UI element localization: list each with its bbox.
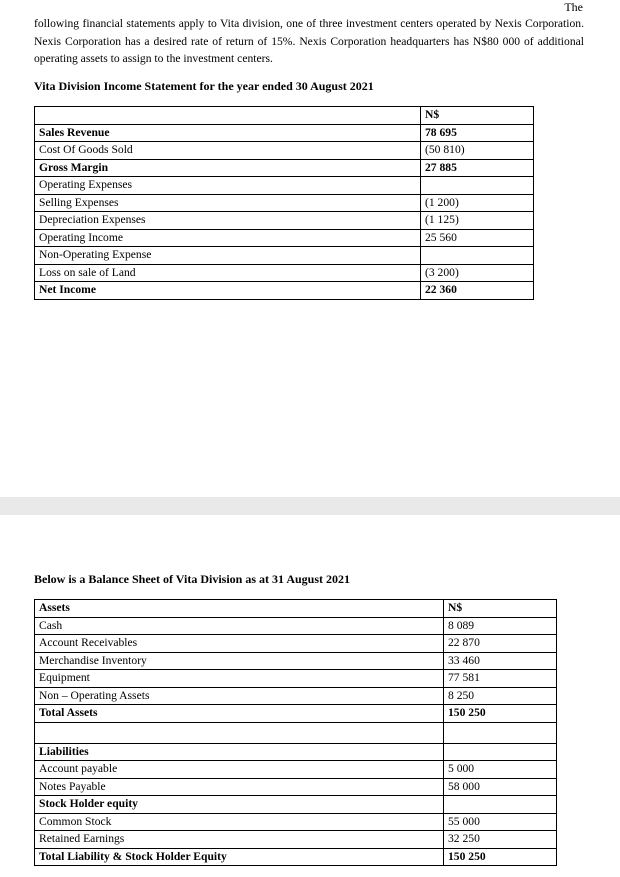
- table-row: [35, 159, 534, 177]
- row-label: Net Income: [35, 282, 421, 300]
- row-value: 22 870: [444, 635, 557, 653]
- row-value: 77 581: [444, 670, 557, 688]
- table-row: [35, 743, 557, 761]
- table-row: [35, 778, 557, 796]
- table-cell: [444, 722, 557, 743]
- row-value: 22 360: [421, 282, 534, 300]
- table-row: [35, 617, 557, 635]
- table-row: [35, 212, 534, 230]
- table-row: [35, 687, 557, 705]
- table-cell: [444, 796, 557, 814]
- row-label: Notes Payable: [35, 778, 444, 796]
- intro-lead-word: The: [564, 0, 583, 14]
- row-value: (50 810): [421, 142, 534, 160]
- assets-header: Assets: [35, 600, 444, 618]
- income-statement-title: Vita Division Income Statement for the year ended 30 August 2021: [34, 79, 374, 93]
- total-assets-label: Total Assets: [35, 705, 444, 723]
- row-value: (1 125): [421, 212, 534, 230]
- table-row: [35, 142, 534, 160]
- table-row: [35, 670, 557, 688]
- table-row: [35, 124, 534, 142]
- row-value: 8 089: [444, 617, 557, 635]
- table-row-spacer: [35, 722, 557, 743]
- equity-header: Stock Holder equity: [35, 796, 444, 814]
- row-value: (3 200): [421, 264, 534, 282]
- table-row: [35, 813, 557, 831]
- row-label: Loss on sale of Land: [35, 264, 421, 282]
- balance-sheet-table: [34, 599, 557, 866]
- table-cell: [35, 107, 421, 125]
- currency-header: N$: [444, 600, 557, 618]
- row-label: Cost Of Goods Sold: [35, 142, 421, 160]
- row-label: Common Stock: [35, 813, 444, 831]
- table-cell: [35, 722, 444, 743]
- row-label: Operating Expenses: [35, 177, 421, 195]
- table-row: [35, 635, 557, 653]
- row-label: Depreciation Expenses: [35, 212, 421, 230]
- row-label: Operating Income: [35, 229, 421, 247]
- table-row: [35, 229, 534, 247]
- row-value: 27 885: [421, 159, 534, 177]
- table-row: [35, 831, 557, 849]
- row-value: 58 000: [444, 778, 557, 796]
- row-label: Sales Revenue: [35, 124, 421, 142]
- currency-header: N$: [421, 107, 534, 125]
- row-value: [421, 247, 534, 265]
- page-gap: [0, 497, 620, 515]
- row-label: Non-Operating Expense: [35, 247, 421, 265]
- row-label: Cash: [35, 617, 444, 635]
- row-value: 25 560: [421, 229, 534, 247]
- row-value: 32 250: [444, 831, 557, 849]
- row-label: Retained Earnings: [35, 831, 444, 849]
- table-row: [35, 761, 557, 779]
- row-label: Selling Expenses: [35, 194, 421, 212]
- table-row: [35, 796, 557, 814]
- row-label: Non – Operating Assets: [35, 687, 444, 705]
- table-row: [35, 264, 534, 282]
- table-row: [35, 247, 534, 265]
- table-row: [35, 282, 534, 300]
- table-row: [35, 177, 534, 195]
- row-value: 78 695: [421, 124, 534, 142]
- row-value: (1 200): [421, 194, 534, 212]
- balance-sheet-title: Below is a Balance Sheet of Vita Division as at 31 August 2021: [34, 572, 351, 586]
- row-label: Equipment: [35, 670, 444, 688]
- income-statement-table: [34, 106, 534, 300]
- row-value: 55 000: [444, 813, 557, 831]
- table-row: [35, 848, 557, 866]
- table-cell: [444, 743, 557, 761]
- row-label: Gross Margin: [35, 159, 421, 177]
- row-label: Account payable: [35, 761, 444, 779]
- table-row: [35, 600, 557, 618]
- row-value: [421, 177, 534, 195]
- table-row: [35, 194, 534, 212]
- row-value: 5 000: [444, 761, 557, 779]
- document-page-2: [0, 515, 620, 877]
- table-row: [35, 705, 557, 723]
- row-value: 8 250: [444, 687, 557, 705]
- liabilities-header: Liabilities: [35, 743, 444, 761]
- row-label: Merchandise Inventory: [35, 652, 444, 670]
- intro-paragraph: following financial statements apply to Vita division, one of three investment centers operated by Nexis Corporation. Nexis Corporation has a desired rate of return of 15%. Nexis Corporation headquarters has N$80 000 of additional operating assets to assign to the investment centers.: [34, 17, 584, 65]
- table-row: [35, 652, 557, 670]
- table-row: [35, 107, 534, 125]
- total-liab-equity-value: 150 250: [444, 848, 557, 866]
- total-liab-equity-label: Total Liability & Stock Holder Equity: [35, 848, 444, 866]
- row-value: 33 460: [444, 652, 557, 670]
- total-assets-value: 150 250: [444, 705, 557, 723]
- row-label: Account Receivables: [35, 635, 444, 653]
